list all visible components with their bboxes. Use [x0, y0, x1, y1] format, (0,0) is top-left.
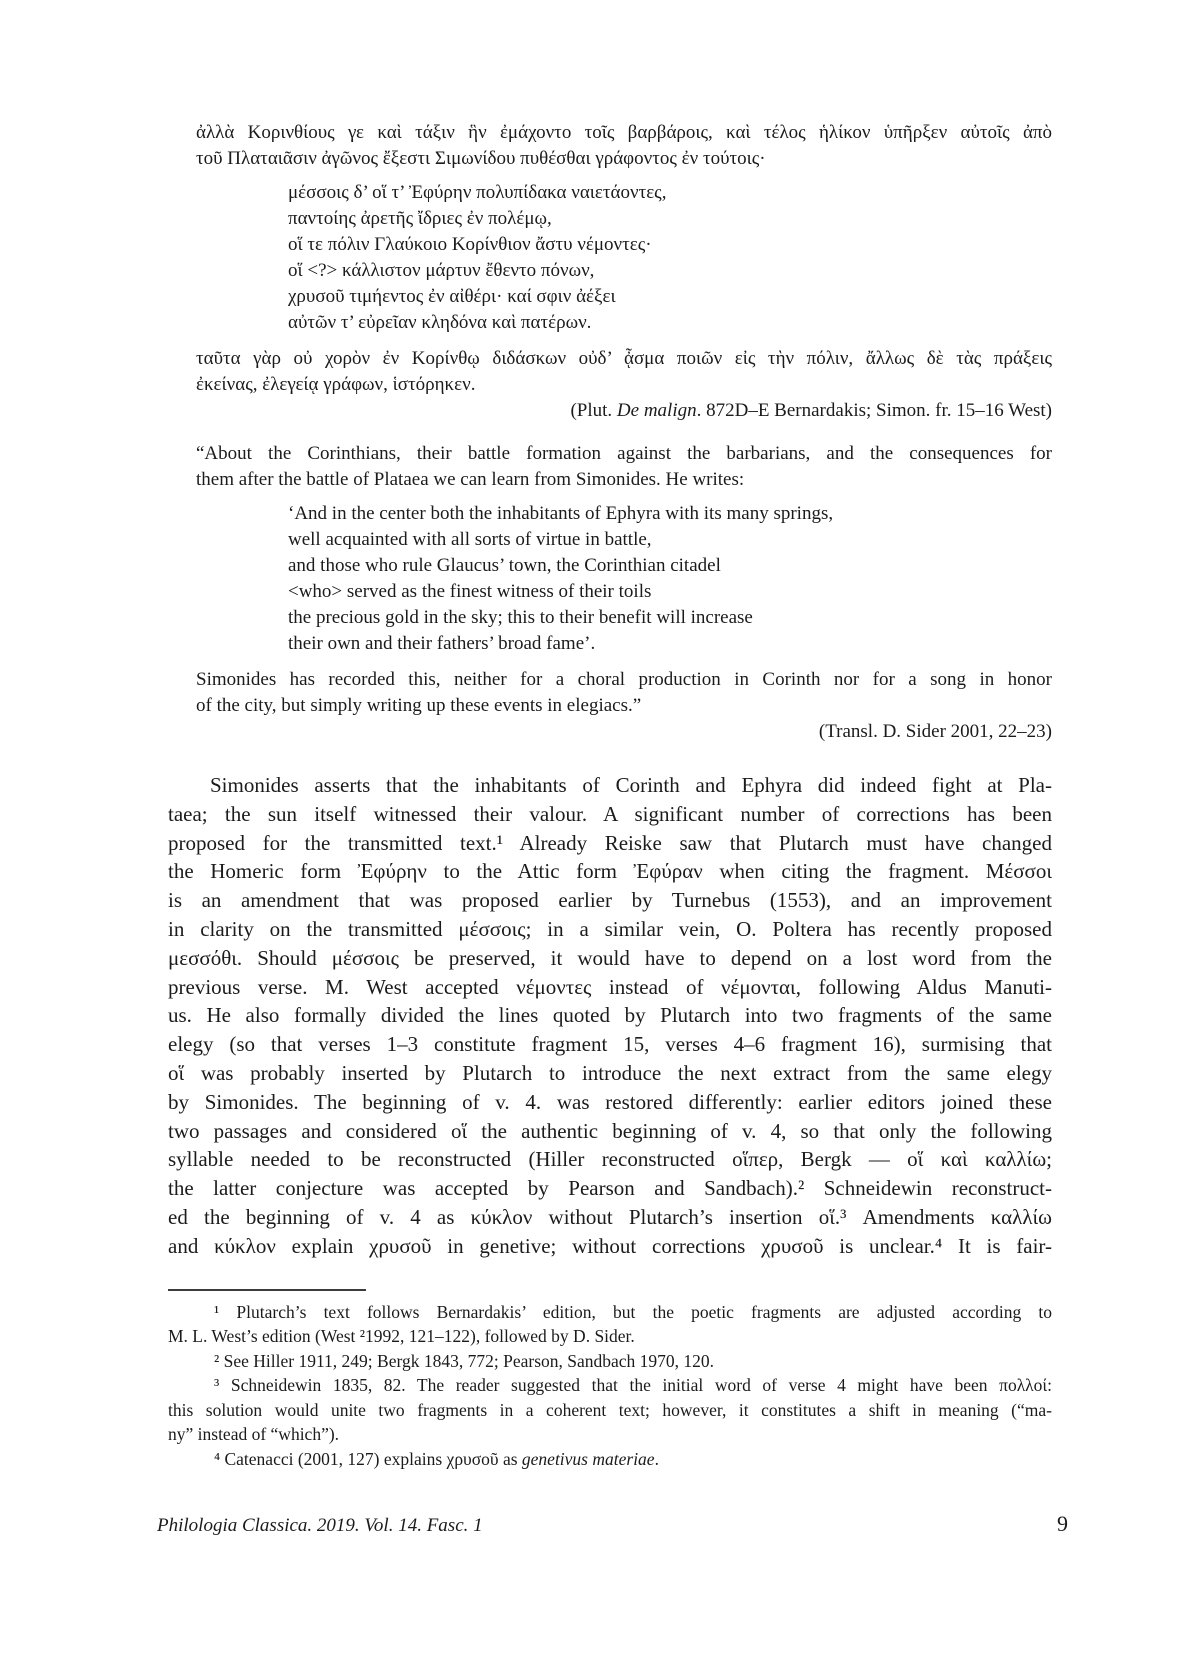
greek-prose-outro [196, 346, 1052, 398]
footnote-line [168, 1447, 1052, 1472]
footnote-latin-term: genetivus materiae [521, 1448, 655, 1469]
body-text-line: οἵ was probably inserted by Plutarch to introduce the next extract from the same elegy [168, 1060, 1052, 1085]
footnote-3 [168, 1373, 1052, 1447]
greek-poem [288, 180, 1052, 336]
translation-prose-line: “About the Corinthians, their battle formation against the barbarians, and the consequences for [196, 443, 1052, 464]
body-text-line: the Homeric form Ἐφύρην to the Attic form Ἐφύραν when citing the fragment. Μέσσοι [168, 859, 1052, 884]
translation-prose-line: of the city, but simply writing up these events in elegiacs.” [196, 695, 642, 716]
translation-prose-line: them after the battle of Plataea we can learn from Simonides. He writes: [196, 469, 745, 490]
page-footer [157, 1511, 1068, 1537]
translation-poem-line: ‘And in the center both the inhabitants of Ephyra with its many springs, [288, 503, 834, 524]
greek-prose-line: τοῦ Πλαταιᾶσιν ἀγῶνος ἔξεστι Σιμωνίδου πυθέσθαι γράφοντος ἐν τούτοις· [196, 148, 766, 169]
greek-prose-line: ταῦτα γὰρ οὐ χορὸν ἐν Κορίνθῳ διδάσκων οὐδ’ ᾆσμα ποιῶν εἰς τὴν πόλιν, ἄλλως δὲ τὰς πράξεις [196, 348, 1052, 369]
footnote-line: M. L. West’s edition (West ²1992, 121–122), followed by D. Sider. [168, 1326, 635, 1347]
greek-prose-line: ἐκείνας, ἐλεγείᾳ γράφων, ἱστόρηκεν. [196, 374, 476, 395]
body-text-line: proposed for the transmitted text.¹ Already Reiske saw that Plutarch must have changed [168, 830, 1052, 855]
translation-intro [196, 441, 1052, 493]
body-text-line: in clarity on the transmitted μέσσοις; in a similar vein, O. Poltera has recently proposed [168, 916, 1052, 941]
greek-poem-line: μέσσοις δ’ οἵ τ’ Ἐφύρην πολυπίδακα ναιετάοντες, [288, 182, 667, 203]
translation-outro [196, 667, 1052, 719]
journal-title: Philologia Classica. 2019. Vol. 14. Fasc. 1 [157, 1515, 483, 1537]
page-number: 9 [1057, 1511, 1068, 1537]
body-text-line: ed the beginning of v. 4 as κύκλον without Plutarch’s insertion οἵ.³ Amendments καλλίω [168, 1204, 1052, 1229]
citation-text: (Plut. [570, 400, 617, 421]
footnote-text: . [654, 1448, 659, 1469]
greek-quotation-block [168, 120, 1052, 424]
greek-poem-line: οἵ <?> κάλλιστον μάρτυν ἔθεντο πόνων, [288, 260, 595, 281]
translation-quotation-block [168, 441, 1052, 745]
body-text-line: two passages and considered οἵ the authentic beginning of v. 4, so that only the following [168, 1118, 1052, 1143]
greek-source-citation [196, 398, 1052, 424]
greek-poem-line: οἵ τε πόλιν Γλαύκοιο Κορίνθιον ἄστυ νέμοντες· [288, 234, 652, 255]
body-text-line: us. He also formally divided the lines quoted by Plutarch into two fragments of the same [168, 1003, 1052, 1028]
citation-work-title: De malign [616, 400, 697, 421]
translation-poem-line: <who> served as the finest witness of their toils [288, 581, 652, 602]
greek-poem-line: αὐτῶν τ’ εὐρεῖαν κληδόνα καὶ πατέρων. [288, 312, 592, 333]
translation-poem-line: their own and their fathers’ broad fame’. [288, 633, 596, 654]
body-text-line: by Simonides. The beginning of v. 4. was restored differently: earlier editors joined these [168, 1089, 1052, 1114]
footnote-2 [168, 1349, 1052, 1374]
footnote-line: ² See Hiller 1911, 249; Bergk 1843, 772; Pearson, Sandbach 1970, 120. [214, 1350, 715, 1371]
translation-prose-line: Simonides has recorded this, neither for a choral production in Corinth nor for a song in honor [196, 669, 1052, 690]
citation-text: . 872D–E Bernardakis; Simon. fr. 15–16 West) [696, 400, 1052, 421]
footnote-line: ny” instead of “which”). [168, 1424, 340, 1445]
footnote-text: ⁴ Catenacci (2001, 127) explains χρυσοῦ as [214, 1448, 522, 1469]
footnote-separator-rule [168, 1289, 366, 1291]
body-text-line: the latter conjecture was accepted by Pearson and Sandbach).² Schneidewin reconstruct- [168, 1176, 1052, 1201]
body-text-line: μεσσόθι. Should μέσσοις be preserved, it would have to depend on a lost word from the [168, 945, 1052, 970]
body-text-line: taea; the sun itself witnessed their valour. A significant number of corrections has been [168, 801, 1052, 826]
footnote-line: ³ Schneidewin 1835, 82. The reader suggested that the initial word of verse 4 might have been πολλοί: [214, 1375, 1052, 1396]
body-text-line: elegy (so that verses 1–3 constitute fragment 15, verses 4–6 fragment 16), surmising that [168, 1032, 1052, 1057]
greek-poem-line: παντοίης ἀρετῆς ἴδριες ἐν πολέμῳ, [288, 208, 552, 229]
footnote-4 [168, 1447, 1052, 1472]
footnote-line: ¹ Plutarch’s text follows Bernardakis’ edition, but the poetic fragments are adjusted according to [214, 1301, 1052, 1322]
translation-poem-line: the precious gold in the sky; this to their benefit will increase [288, 607, 753, 628]
footnote-line: this solution would unite two fragments in a coherent text; however, it constitutes a shift in meaning (“ma- [168, 1399, 1052, 1420]
body-text-line: syllable needed to be reconstructed (Hiller reconstructed οἵπερ, Bergk — οἵ καὶ καλλίω; [168, 1147, 1052, 1172]
body-text-line: is an amendment that was proposed earlier by Turnebus (1553), and an improvement [168, 888, 1052, 913]
body-text-line: Simonides asserts that the inhabitants of Corinth and Ephyra did indeed fight at Pla- [210, 773, 1052, 797]
footnotes-section [168, 1300, 1052, 1472]
translation-poem-line: well acquainted with all sorts of virtue in battle, [288, 529, 652, 550]
greek-prose-intro [196, 120, 1052, 172]
footnote-1 [168, 1300, 1052, 1349]
greek-prose-line: ἀλλὰ Κορινθίους γε καὶ τάξιν ἣν ἐμάχοντο τοῖς βαρβάροις, καὶ τέλος ἡλίκον ὑπῆρξεν αὐτοῖς ἀπὸ [196, 122, 1052, 143]
greek-poem-line: χρυσοῦ τιμήεντος ἐν αἰθέρι· καί σφιν ἀέξει [288, 286, 616, 307]
translation-source-citation: (Transl. D. Sider 2001, 22–23) [818, 721, 1052, 742]
translation-poem-line: and those who rule Glaucus’ town, the Corinthian citadel [288, 555, 721, 576]
page-content [157, 120, 1068, 1537]
body-text-line: and κύκλον explain χρυσοῦ in genetive; without corrections χρυσοῦ is unclear.⁴ It is fair- [168, 1233, 1052, 1258]
body-paragraph [168, 771, 1052, 1261]
body-text-line: previous verse. M. West accepted νέμοντες instead of νέμονται, following Aldus Manuti- [168, 974, 1052, 999]
translation-poem [288, 501, 1052, 657]
